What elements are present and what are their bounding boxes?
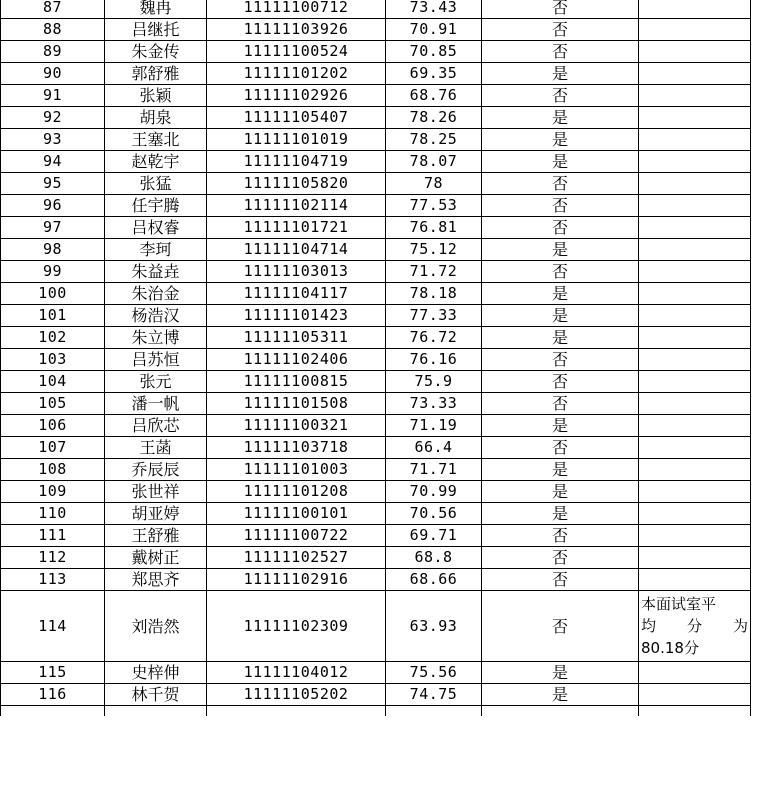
remark-cell bbox=[639, 569, 751, 591]
table-row bbox=[1, 503, 751, 525]
row-number-cell: 107 bbox=[1, 437, 105, 459]
score-cell: 68.8 bbox=[386, 547, 482, 569]
candidate-id-cell: 11111102406 bbox=[207, 349, 386, 371]
score-cell: 63.93 bbox=[386, 591, 482, 662]
remark-cell bbox=[639, 63, 751, 85]
row-number-cell: 96 bbox=[1, 195, 105, 217]
row-number-cell: 87 bbox=[1, 0, 105, 19]
row-number-cell: 95 bbox=[1, 173, 105, 195]
partial-cell bbox=[639, 706, 751, 717]
candidate-name-cell: 王塞北 bbox=[105, 129, 207, 151]
score-cell: 78.26 bbox=[386, 107, 482, 129]
row-number-cell: 89 bbox=[1, 41, 105, 63]
row-number-cell: 98 bbox=[1, 239, 105, 261]
candidate-id-cell: 11111100321 bbox=[207, 415, 386, 437]
row-number-cell: 109 bbox=[1, 481, 105, 503]
pass-status-cell: 否 bbox=[482, 525, 639, 547]
candidate-name-cell: 刘浩然 bbox=[105, 591, 207, 662]
candidate-name-cell: 王舒雅 bbox=[105, 525, 207, 547]
table-row bbox=[1, 19, 751, 41]
table-row bbox=[1, 41, 751, 63]
table-row bbox=[1, 217, 751, 239]
score-cell: 71.71 bbox=[386, 459, 482, 481]
score-cell: 73.43 bbox=[386, 0, 482, 19]
row-number-cell: 99 bbox=[1, 261, 105, 283]
pass-status-cell: 是 bbox=[482, 283, 639, 305]
row-number-cell: 114 bbox=[1, 591, 105, 662]
pass-status-cell: 否 bbox=[482, 217, 639, 239]
table-row bbox=[1, 261, 751, 283]
pass-status-cell: 否 bbox=[482, 261, 639, 283]
score-cell: 70.56 bbox=[386, 503, 482, 525]
candidate-id-cell: 11111105202 bbox=[207, 684, 386, 706]
candidate-name-cell: 潘一帆 bbox=[105, 393, 207, 415]
candidate-name-cell: 王菡 bbox=[105, 437, 207, 459]
table-row bbox=[1, 437, 751, 459]
score-cell: 68.76 bbox=[386, 85, 482, 107]
pass-status-cell: 是 bbox=[482, 327, 639, 349]
table-row bbox=[1, 85, 751, 107]
candidate-id-cell: 11111105311 bbox=[207, 327, 386, 349]
candidate-name-cell: 张世祥 bbox=[105, 481, 207, 503]
score-cell: 78.07 bbox=[386, 151, 482, 173]
pass-status-cell: 否 bbox=[482, 19, 639, 41]
score-cell: 71.19 bbox=[386, 415, 482, 437]
pass-status-cell: 否 bbox=[482, 173, 639, 195]
table-row bbox=[1, 415, 751, 437]
remark-cell bbox=[639, 684, 751, 706]
partial-cell bbox=[1, 706, 105, 717]
row-number-cell: 97 bbox=[1, 217, 105, 239]
table-row bbox=[1, 283, 751, 305]
row-number-cell: 93 bbox=[1, 129, 105, 151]
pass-status-cell: 是 bbox=[482, 107, 639, 129]
score-cell: 73.33 bbox=[386, 393, 482, 415]
score-cell: 78 bbox=[386, 173, 482, 195]
remark-cell bbox=[639, 305, 751, 327]
candidate-name-cell: 张元 bbox=[105, 371, 207, 393]
candidate-id-cell: 11111104719 bbox=[207, 151, 386, 173]
pass-status-cell: 是 bbox=[482, 305, 639, 327]
pass-status-cell: 否 bbox=[482, 41, 639, 63]
row-number-cell: 115 bbox=[1, 662, 105, 684]
row-number-cell: 112 bbox=[1, 547, 105, 569]
remark-cell bbox=[639, 173, 751, 195]
candidate-id-cell: 11111102309 bbox=[207, 591, 386, 662]
table-row bbox=[1, 173, 751, 195]
candidate-name-cell: 杨浩汉 bbox=[105, 305, 207, 327]
candidate-name-cell: 朱治金 bbox=[105, 283, 207, 305]
pass-status-cell: 是 bbox=[482, 459, 639, 481]
remark-cell bbox=[639, 547, 751, 569]
remark-cell bbox=[639, 459, 751, 481]
remark-cell bbox=[639, 525, 751, 547]
score-cell: 66.4 bbox=[386, 437, 482, 459]
table-row bbox=[1, 525, 751, 547]
partial-cell bbox=[482, 706, 639, 717]
candidate-id-cell: 11111101202 bbox=[207, 63, 386, 85]
candidate-id-cell: 11111102926 bbox=[207, 85, 386, 107]
candidate-id-cell: 11111101208 bbox=[207, 481, 386, 503]
pass-status-cell: 否 bbox=[482, 547, 639, 569]
candidate-name-cell: 张猛 bbox=[105, 173, 207, 195]
row-number-cell: 92 bbox=[1, 107, 105, 129]
candidate-name-cell: 朱金传 bbox=[105, 41, 207, 63]
remark-cell bbox=[639, 195, 751, 217]
table-row bbox=[1, 547, 751, 569]
candidate-name-cell: 朱立博 bbox=[105, 327, 207, 349]
candidate-id-cell: 11111102916 bbox=[207, 569, 386, 591]
candidate-name-cell: 林千贺 bbox=[105, 684, 207, 706]
remark-cell bbox=[639, 371, 751, 393]
pass-status-cell: 否 bbox=[482, 393, 639, 415]
pass-status-cell: 否 bbox=[482, 0, 639, 19]
pass-status-cell: 否 bbox=[482, 195, 639, 217]
candidate-name-cell: 吕继托 bbox=[105, 19, 207, 41]
row-number-cell: 100 bbox=[1, 283, 105, 305]
pass-status-cell: 是 bbox=[482, 662, 639, 684]
candidate-name-cell: 吕苏恒 bbox=[105, 349, 207, 371]
table-row bbox=[1, 195, 751, 217]
table-row bbox=[1, 393, 751, 415]
partial-cell bbox=[207, 706, 386, 717]
table-row bbox=[1, 107, 751, 129]
table-row bbox=[1, 151, 751, 173]
row-number-cell: 101 bbox=[1, 305, 105, 327]
candidate-id-cell: 11111101423 bbox=[207, 305, 386, 327]
candidate-name-cell: 朱益垚 bbox=[105, 261, 207, 283]
table-row bbox=[1, 63, 751, 85]
score-cell: 76.81 bbox=[386, 217, 482, 239]
table-row bbox=[1, 459, 751, 481]
candidate-name-cell: 乔辰辰 bbox=[105, 459, 207, 481]
candidate-id-cell: 11111100524 bbox=[207, 41, 386, 63]
candidate-name-cell: 魏冉 bbox=[105, 0, 207, 19]
table-row bbox=[1, 481, 751, 503]
table-row bbox=[1, 349, 751, 371]
candidate-name-cell: 胡泉 bbox=[105, 107, 207, 129]
remark-cell bbox=[639, 503, 751, 525]
row-number-cell: 116 bbox=[1, 684, 105, 706]
pass-status-cell: 是 bbox=[482, 151, 639, 173]
row-number-cell: 105 bbox=[1, 393, 105, 415]
candidate-name-cell: 张颖 bbox=[105, 85, 207, 107]
pass-status-cell: 否 bbox=[482, 349, 639, 371]
pass-status-cell: 否 bbox=[482, 371, 639, 393]
score-cell: 75.12 bbox=[386, 239, 482, 261]
candidate-id-cell: 11111103926 bbox=[207, 19, 386, 41]
partial-cell bbox=[386, 706, 482, 717]
candidate-id-cell: 11111102114 bbox=[207, 195, 386, 217]
candidate-name-cell: 任宇腾 bbox=[105, 195, 207, 217]
remark-cell bbox=[639, 129, 751, 151]
row-number-cell: 110 bbox=[1, 503, 105, 525]
row-number-cell: 108 bbox=[1, 459, 105, 481]
remark-cell bbox=[639, 19, 751, 41]
pass-status-cell: 是 bbox=[482, 129, 639, 151]
candidate-id-cell: 11111103718 bbox=[207, 437, 386, 459]
score-cell: 70.99 bbox=[386, 481, 482, 503]
remark-cell bbox=[639, 217, 751, 239]
table-row bbox=[1, 684, 751, 706]
candidate-id-cell: 11111101003 bbox=[207, 459, 386, 481]
candidate-name-cell: 史梓伸 bbox=[105, 662, 207, 684]
remark-cell bbox=[639, 85, 751, 107]
candidate-name-cell: 郭舒雅 bbox=[105, 63, 207, 85]
score-cell: 74.75 bbox=[386, 684, 482, 706]
remark-cell bbox=[639, 0, 751, 19]
pass-status-cell: 否 bbox=[482, 591, 639, 662]
score-table-body bbox=[1, 0, 751, 716]
candidate-id-cell: 11111100712 bbox=[207, 0, 386, 19]
score-cell: 69.71 bbox=[386, 525, 482, 547]
remark-cell bbox=[639, 151, 751, 173]
candidate-id-cell: 11111104012 bbox=[207, 662, 386, 684]
table-row bbox=[1, 371, 751, 393]
candidate-id-cell: 11111101721 bbox=[207, 217, 386, 239]
pass-status-cell: 是 bbox=[482, 415, 639, 437]
pass-status-cell: 是 bbox=[482, 503, 639, 525]
score-cell: 69.35 bbox=[386, 63, 482, 85]
remark-cell bbox=[639, 41, 751, 63]
remark-cell bbox=[639, 283, 751, 305]
candidate-id-cell: 11111100722 bbox=[207, 525, 386, 547]
remark-line: 均 分 为 bbox=[641, 617, 748, 635]
candidate-name-cell: 胡亚婷 bbox=[105, 503, 207, 525]
row-number-cell: 113 bbox=[1, 569, 105, 591]
pass-status-cell: 否 bbox=[482, 437, 639, 459]
table-row bbox=[1, 239, 751, 261]
candidate-id-cell: 11111105820 bbox=[207, 173, 386, 195]
score-cell: 76.16 bbox=[386, 349, 482, 371]
remark-cell bbox=[639, 415, 751, 437]
table-row bbox=[1, 129, 751, 151]
table-row-partial bbox=[1, 706, 751, 717]
row-number-cell: 90 bbox=[1, 63, 105, 85]
candidate-id-cell: 11111105407 bbox=[207, 107, 386, 129]
candidate-name-cell: 赵乾宇 bbox=[105, 151, 207, 173]
candidate-name-cell: 李珂 bbox=[105, 239, 207, 261]
candidate-name-cell: 吕欣芯 bbox=[105, 415, 207, 437]
score-cell: 78.18 bbox=[386, 283, 482, 305]
table-row bbox=[1, 662, 751, 684]
row-number-cell: 94 bbox=[1, 151, 105, 173]
score-cell: 70.85 bbox=[386, 41, 482, 63]
remark-cell bbox=[639, 327, 751, 349]
score-cell: 75.56 bbox=[386, 662, 482, 684]
candidate-name-cell: 戴树正 bbox=[105, 547, 207, 569]
candidate-id-cell: 11111102527 bbox=[207, 547, 386, 569]
score-cell: 78.25 bbox=[386, 129, 482, 151]
candidate-id-cell: 11111103013 bbox=[207, 261, 386, 283]
partial-cell bbox=[105, 706, 207, 717]
candidate-id-cell: 11111101508 bbox=[207, 393, 386, 415]
pass-status-cell: 是 bbox=[482, 481, 639, 503]
score-cell: 77.33 bbox=[386, 305, 482, 327]
row-number-cell: 103 bbox=[1, 349, 105, 371]
table-row bbox=[1, 591, 751, 662]
candidate-name-cell: 吕权睿 bbox=[105, 217, 207, 239]
row-number-cell: 104 bbox=[1, 371, 105, 393]
candidate-id-cell: 11111100101 bbox=[207, 503, 386, 525]
remark-cell bbox=[639, 349, 751, 371]
table-row bbox=[1, 569, 751, 591]
row-number-cell: 102 bbox=[1, 327, 105, 349]
candidate-id-cell: 11111101019 bbox=[207, 129, 386, 151]
pass-status-cell: 是 bbox=[482, 63, 639, 85]
remark-line: 本面试室平 bbox=[641, 595, 717, 613]
table-row bbox=[1, 0, 751, 19]
remark-cell bbox=[639, 591, 751, 662]
score-cell: 70.91 bbox=[386, 19, 482, 41]
remark-cell bbox=[639, 481, 751, 503]
score-cell: 68.66 bbox=[386, 569, 482, 591]
remark-cell bbox=[639, 393, 751, 415]
row-number-cell: 88 bbox=[1, 19, 105, 41]
score-cell: 75.9 bbox=[386, 371, 482, 393]
row-number-cell: 111 bbox=[1, 525, 105, 547]
pass-status-cell: 否 bbox=[482, 85, 639, 107]
remark-cell bbox=[639, 107, 751, 129]
remark-cell bbox=[639, 437, 751, 459]
table-row bbox=[1, 327, 751, 349]
pass-status-cell: 是 bbox=[482, 239, 639, 261]
pass-status-cell: 否 bbox=[482, 569, 639, 591]
candidate-id-cell: 11111104714 bbox=[207, 239, 386, 261]
pass-status-cell: 是 bbox=[482, 684, 639, 706]
score-cell: 77.53 bbox=[386, 195, 482, 217]
candidate-name-cell: 郑思齐 bbox=[105, 569, 207, 591]
remark-line: 80.18分 bbox=[641, 639, 699, 657]
row-number-cell: 106 bbox=[1, 415, 105, 437]
candidate-id-cell: 11111104117 bbox=[207, 283, 386, 305]
row-number-cell: 91 bbox=[1, 85, 105, 107]
candidate-id-cell: 11111100815 bbox=[207, 371, 386, 393]
score-cell: 71.72 bbox=[386, 261, 482, 283]
table-row bbox=[1, 305, 751, 327]
remark-cell bbox=[639, 662, 751, 684]
remark-cell bbox=[639, 239, 751, 261]
remark-cell bbox=[639, 261, 751, 283]
score-cell: 76.72 bbox=[386, 327, 482, 349]
